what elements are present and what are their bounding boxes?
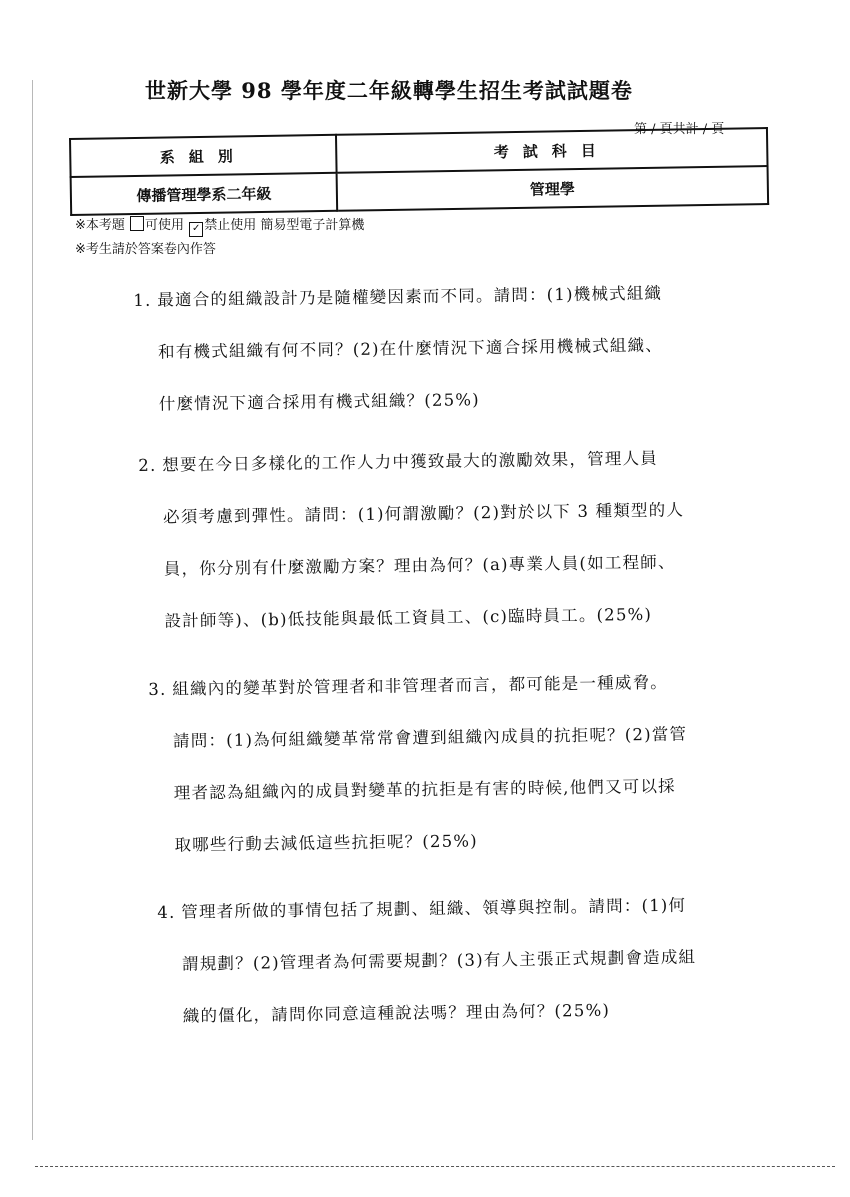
exam-info-table bbox=[69, 127, 769, 216]
question-line: 管理者所做的事情包括了規劃、組織、領導與控制。請問：(1)何 bbox=[181, 895, 687, 922]
question-number: 3. bbox=[148, 679, 167, 699]
question-line: 必須考慮到彈性。請問：(1)何謂激勵？(2)對於以下 3 種類型的人 bbox=[162, 500, 685, 527]
subject-value: 管理學 bbox=[337, 166, 769, 211]
subject-header: 考試科目 bbox=[336, 128, 768, 173]
question-number: 2. bbox=[138, 455, 157, 475]
question-line: 謂規劃？(2)管理者為何需要規劃？(3)有人主張正式規劃會造成組 bbox=[181, 947, 697, 974]
calculator-prefix: ※本考題 bbox=[75, 218, 125, 233]
forbid-checkbox: ✓ bbox=[189, 222, 203, 237]
question-line: 組織內的變革對於管理者和非管理者而言，都可能是一種威脅。 bbox=[172, 672, 669, 699]
question-line: 織的僵化，請問你同意這種說法嗎？理由為何？(25%) bbox=[182, 1000, 611, 1026]
question-4 bbox=[157, 879, 697, 1042]
question-1 bbox=[133, 268, 664, 431]
question-number: 4. bbox=[157, 902, 176, 922]
page-count: 第 / 頁共計 / 頁 bbox=[634, 122, 725, 137]
question-line: 設計師等)、(b)低技能與最低工資員工、(c)臨時員工。(25%) bbox=[164, 604, 653, 631]
exam-title: 世新大學 98 學年度二年級轉學生招生考試試題卷 bbox=[145, 78, 633, 103]
bottom-dashed-line bbox=[35, 1166, 835, 1167]
answer-instruction: ※考生請於答案卷內作答 bbox=[75, 242, 216, 257]
question-line: 最適合的組織設計乃是隨權變因素而不同。請問：(1)機械式組織 bbox=[157, 283, 663, 310]
question-line: 請問：(1)為何組織變革常常會遭到組織內成員的抗拒呢？(2)當管 bbox=[172, 724, 688, 751]
question-2 bbox=[138, 432, 686, 648]
scan-edge-line bbox=[32, 80, 33, 1140]
calculator-note bbox=[75, 214, 364, 238]
question-line: 什麼情況下適合採用有機式組織？(25%) bbox=[158, 390, 480, 414]
forbid-label: 禁止使用 bbox=[204, 218, 257, 233]
exam-notes bbox=[75, 214, 364, 262]
allow-label: 可使用 bbox=[145, 218, 185, 233]
question-3 bbox=[148, 656, 689, 871]
allow-checkbox bbox=[130, 216, 144, 231]
department-header: 系組別 bbox=[70, 135, 337, 177]
question-line: 員，你分別有什麼激勵方案？理由為何？(a)專業人員(如工程師、 bbox=[163, 552, 676, 579]
question-line: 和有機式組織有何不同？(2)在什麼情況下適合採用機械式組織、 bbox=[157, 335, 664, 362]
question-line: 取哪些行動去減低這些抗拒呢？(25%) bbox=[174, 831, 478, 855]
question-line: 想要在今日多樣化的工作人力中獲致最大的激勵效果，管理人員 bbox=[162, 448, 659, 475]
question-number: 1. bbox=[133, 290, 152, 310]
department-value: 傳播管理學系二年級 bbox=[71, 173, 338, 215]
calculator-suffix: 簡易型電子計算機 bbox=[260, 218, 365, 233]
question-line: 理者認為組織內的成員對變革的抗拒是有害的時候,他們又可以採 bbox=[173, 776, 676, 803]
